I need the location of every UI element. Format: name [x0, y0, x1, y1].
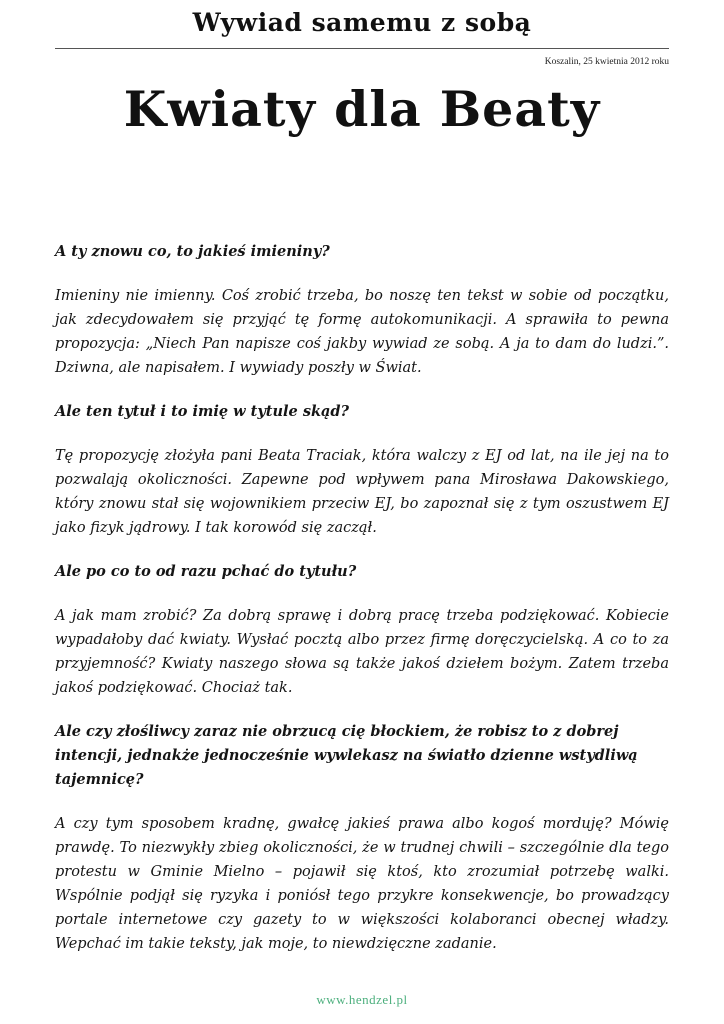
interview-answer: A jak mam zrobić? Za dobrą sprawę i dobrą pracę trzeba podziękować. Kobiecie wypadałoby dać kwiaty. Wysłać pocztą albo przez firmę doręczycielską. A co to za przyjemność? Kwiaty naszego słowa są także jakoś dziełem bożym. Zatem trzeba jakoś podziękować. Chociaż tak.	[55, 608, 669, 696]
interview-question: Ale po co to od razu pchać do tytułu?	[55, 563, 357, 580]
header-divider	[55, 48, 669, 49]
header-title: Wywiad samemu z sobą	[192, 8, 532, 37]
interview-answer: Imieniny nie imienny. Coś zrobić trzeba, bo noszę ten tekst w sobie od początku, jak zdecydowałem się przyjąć tę formę autokomunikacji. A sprawiła to pewna propozycja: „Niech Pan napisze coś jakby wywiad ze sobą. A ja to dam do ludzi.”. Dziwna, ale napisałem. I wywiady poszły w Świat.	[55, 288, 669, 376]
interview-question: Ale ten tytuł i to imię w tytule skąd?	[55, 403, 350, 420]
article-title: Kwiaty dla Beaty	[123, 80, 601, 138]
footer-website-link[interactable]: www.hendzel.pl	[316, 992, 408, 1007]
article-body	[55, 240, 669, 976]
interview-answer: A czy tym sposobem kradnę, gwałcę jakieś prawa albo kogoś morduję? Mówię prawdę. To niezwykły zbieg okoliczności, że w trudnej chwili – szczególnie dla tego protestu w Gminie Mielno – pojawił się ktoś, kto zrozumiał potrzebę walki. Wspólnie podjął się ryzyka i poniósł tego przykre konsekwencje, bo prowadzący portale internetowe czy gazety to w większości kolaboranci obecnej władzy. Wepchać im takie teksty, jak moje, to niewdzięczne zadanie.	[55, 816, 669, 952]
interview-question: A ty znowu co, to jakieś imieniny?	[55, 243, 330, 260]
interview-answer: Tę propozycję złożyła pani Beata Traciak, która walczy z EJ od lat, na ile jej na to pozwalają okoliczności. Zapewne pod wpływem pana Mirosława Dakowskiego, który znowu stał się wojownikiem przeciw EJ, bo zapoznał się z tym oszustwem EJ jako fizyk jądrowy. I tak korowód się zaczął.	[55, 448, 669, 536]
interview-question: Ale czy złośliwcy zaraz nie obrzucą cię błockiem, że robisz to z dobrej intencji, jednakże jednocześnie wywlekasz na światło dzienne wstydliwą tajemnicę?	[55, 723, 638, 788]
dateline: Koszalin, 25 kwietnia 2012 roku	[544, 57, 669, 67]
